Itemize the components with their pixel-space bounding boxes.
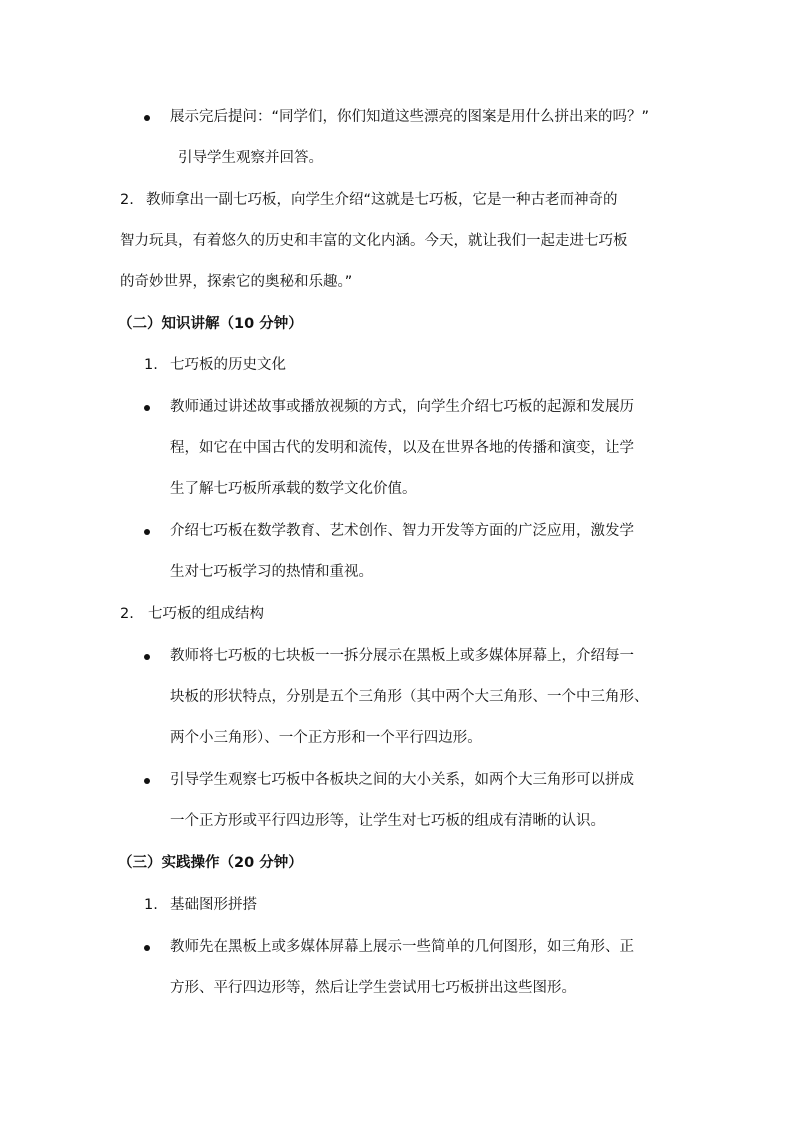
paragraph-line: 教师拿出一副七巧板，向学生介绍“这就是七巧板，它是一种古老而神奇的	[146, 192, 618, 208]
bullet-dot	[144, 405, 150, 411]
bullet-dot	[144, 778, 150, 784]
paragraph-line: 一个正方形或平行四边形等，让学生对七巧板的组成有清晰的认识。	[170, 813, 605, 829]
paragraph-line: 块板的形状特点，分别是五个三角形（其中两个大三角形、一个中三角形、	[170, 689, 649, 705]
paragraph-line: 生了解七巧板所承载的数学文化价值。	[170, 481, 417, 497]
paragraph-line: 教师通过讲述故事或播放视频的方式，向学生介绍七巧板的起源和发展历	[170, 399, 634, 415]
list-number: 1.	[144, 357, 158, 373]
list-item-title: 七巧板的组成结构	[148, 606, 264, 622]
paragraph-line: 方形、平行四边形等，然后让学生尝试用七巧板拼出这些图形。	[170, 980, 576, 996]
bullet-dot	[144, 654, 150, 660]
list-number: 2.	[120, 606, 134, 622]
paragraph-line: 程，如它在中国古代的发明和流传，以及在世界各地的传播和演变，让学	[170, 440, 634, 456]
list-item-title: 七巧板的历史文化	[170, 357, 286, 373]
paragraph-line: 两个小三角形）、一个正方形和一个平行四边形。	[170, 730, 482, 746]
paragraph-line: 介绍七巧板在数学教育、艺术创作、智力开发等方面的广泛应用，激发学	[170, 523, 634, 539]
paragraph-line: 展示完后提问：“同学们，你们知道这些漂亮的图案是用什么拼出来的吗？”	[170, 109, 650, 125]
paragraph-line: 引导学生观察七巧板中各板块之间的大小关系，如两个大三角形可以拼成	[170, 772, 634, 788]
section-heading: （三）实践操作（20 分钟）	[118, 855, 303, 871]
bullet-dot	[144, 115, 150, 121]
list-item-title: 基础图形拼搭	[170, 897, 257, 913]
paragraph-line: 教师将七巧板的七块板一一拆分展示在黑板上或多媒体屏幕上，介绍每一	[170, 648, 634, 664]
bullet-dot	[144, 529, 150, 535]
paragraph-line: 引导学生观察并回答。	[178, 150, 323, 166]
paragraph-line: 教师先在黑板上或多媒体屏幕上展示一些简单的几何图形，如三角形、正	[170, 939, 634, 955]
paragraph-line: 的奇妙世界，探索它的奥秘和乐趣。”	[120, 274, 353, 290]
bullet-dot	[144, 945, 150, 951]
list-number: 2.	[120, 192, 134, 208]
list-number: 1.	[144, 897, 158, 913]
paragraph-line: 智力玩具，有着悠久的历史和丰富的文化内涵。今天，就让我们一起走进七巧板	[120, 233, 628, 249]
paragraph-line: 生对七巧板学习的热情和重视。	[170, 564, 373, 580]
section-heading: （二）知识讲解（10 分钟）	[118, 316, 303, 332]
